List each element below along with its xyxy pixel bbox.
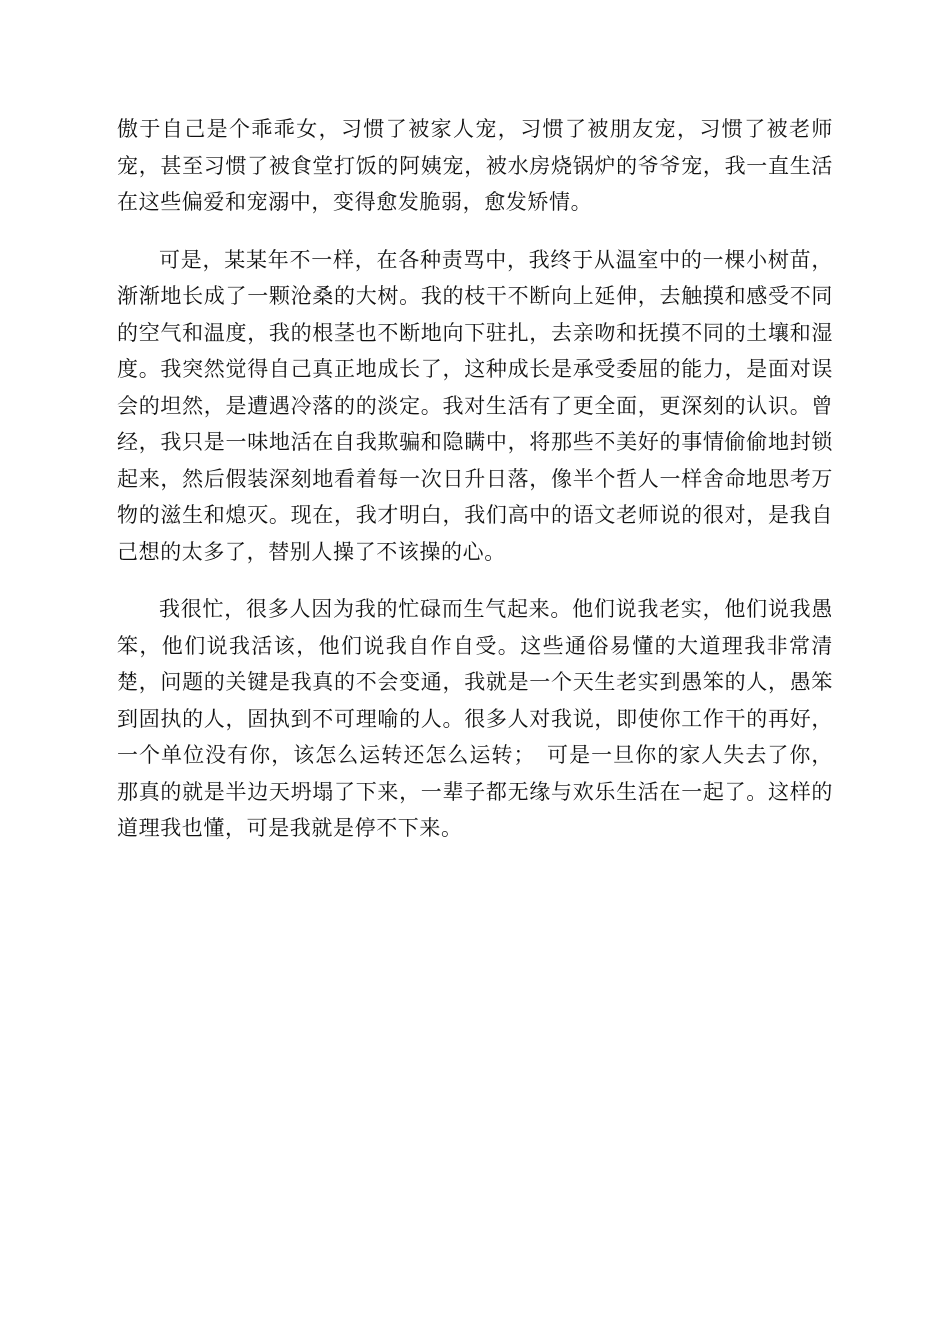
paragraph-1: 傲于自己是个乖乖女，习惯了被家人宠，习惯了被朋友宠，习惯了被老师宠，甚至习惯了被食堂打饭的阿姨宠，被水房烧锅炉的爷爷宠，我一直生活在这些偏爱和宠溺中，变得愈发脆弱，愈发矫情。: [117, 117, 833, 214]
document-page: [117, 111, 833, 868]
paragraph-2: 可是，某某年不一样，在各种责骂中，我终于从温室中的一棵小树苗，渐渐地长成了一颗沧桑的大树。我的枝干不断向上延伸，去触摸和感受不同的空气和温度，我的根茎也不断地向下驻扎，去亲吻和抚摸不同的土壤和湿度。我突然觉得自己真正地成长了，这种成长是承受委屈的能力，是面对误会的坦然，是遭遇冷落的的淡定。我对生活有了更全面，更深刻的认识。曾经，我只是一味地活在自我欺骗和隐瞒中，将那些不美好的事情偷偷地封锁起来，然后假装深刻地看着每一次日升日落，像半个哲人一样舍命地思考万物的滋生和熄灭。现在，我才明白，我们高中的语文老师说的很对，是我自己想的太多了，替别人操了不该操的心。: [117, 247, 833, 564]
paragraph-3: 我很忙，很多人因为我的忙碌而生气起来。他们说我老实，他们说我愚笨，他们说我活该，他们说我自作自受。这些通俗易懂的大道理我非常清楚，问题的关键是我真的不会变通，我就是一个天生老实到愚笨的人，愚笨到固执的人，固执到不可理喻的人。很多人对我说，即使你工作干的再好，一个单位没有你，该怎么运转还怎么运转； 可是一旦你的家人失去了你，那真的就是半边天坍塌了下来，一辈子都无缘与欢乐生活在一起了。这样的道理我也懂，可是我就是停不下来。: [117, 597, 833, 840]
